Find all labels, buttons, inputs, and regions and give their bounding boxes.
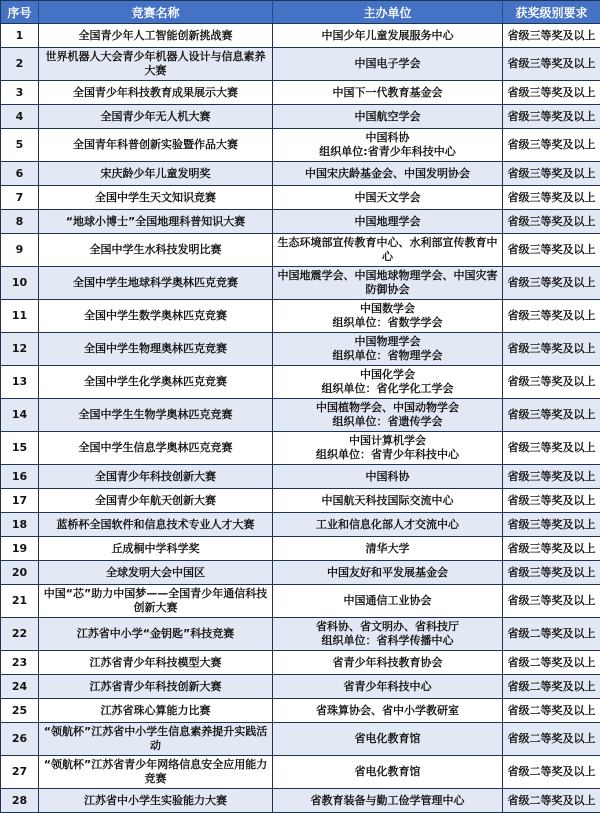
row-number-cell: 9 [1, 234, 39, 267]
competition-name-cell: 江苏省中小学“金钥匙”科技竞赛 [39, 618, 273, 651]
header-cell-organizer: 主办单位 [273, 1, 503, 24]
organizer-line: 省青少年科技中心 [276, 680, 499, 694]
row-number-cell: 24 [1, 675, 39, 699]
organizer-line: 省青少年科技教育协会 [276, 656, 499, 670]
organizer-line: 中国数学会 [276, 302, 499, 316]
organizer-line: 清华大学 [276, 542, 499, 556]
organizer-line: 中国计算机学会 [276, 434, 499, 448]
organizer-cell [273, 399, 503, 432]
competition-name-cell: 中国“芯”助力中国梦——全国青少年通信科技创新大赛 [39, 585, 273, 618]
organizer-line: 中国天文学会 [276, 191, 499, 205]
organizer-cell [273, 618, 503, 651]
organizer-line: 中国电子学会 [276, 57, 499, 71]
organizer-line: 生态环境部宣传教育中心、水利部宣传教育中心 [276, 236, 499, 264]
table-row [1, 162, 600, 186]
table-row [1, 366, 600, 399]
competition-name-cell: 江苏省青少年科技创新大赛 [39, 675, 273, 699]
award-requirement-cell: 省级三等奖及以上 [503, 489, 600, 513]
organizer-cell [273, 81, 503, 105]
table-row [1, 186, 600, 210]
organizer-line: 组织单位：省青少年科技中心 [276, 448, 499, 462]
organizer-cell [273, 756, 503, 789]
competition-name-cell: 全国中学生化学奥林匹克竞赛 [39, 366, 273, 399]
organizer-line: 中国下一代教育基金会 [276, 86, 499, 100]
organizer-cell [273, 513, 503, 537]
table-row [1, 24, 600, 48]
award-requirement-cell: 省级三等奖及以上 [503, 24, 600, 48]
table-row [1, 234, 600, 267]
award-requirement-cell: 省级三等奖及以上 [503, 537, 600, 561]
award-requirement-cell: 省级二等奖及以上 [503, 675, 600, 699]
competition-name-cell: 全国中学生水科技发明比赛 [39, 234, 273, 267]
table-row [1, 432, 600, 465]
table-row [1, 300, 600, 333]
award-requirement-cell: 省级二等奖及以上 [503, 618, 600, 651]
organizer-line: 省珠算协会、省中小学教研室 [276, 704, 499, 718]
table-row [1, 399, 600, 432]
competition-name-cell: 全国中学生数学奥林匹克竞赛 [39, 300, 273, 333]
award-requirement-cell: 省级三等奖及以上 [503, 432, 600, 465]
header-cell-index: 序号 [1, 1, 39, 24]
competition-name-cell: 世界机器人大会青少年机器人设计与信息素养大赛 [39, 48, 273, 81]
row-number-cell: 14 [1, 399, 39, 432]
row-number-cell: 20 [1, 561, 39, 585]
row-number-cell: 11 [1, 300, 39, 333]
organizer-cell [273, 48, 503, 81]
organizer-cell [273, 537, 503, 561]
row-number-cell: 12 [1, 333, 39, 366]
organizer-line: 中国地理学会 [276, 215, 499, 229]
competition-name-cell: 全国青年科普创新实验暨作品大赛 [39, 129, 273, 162]
row-number-cell: 6 [1, 162, 39, 186]
table-row [1, 210, 600, 234]
award-requirement-cell: 省级三等奖及以上 [503, 186, 600, 210]
row-number-cell: 26 [1, 723, 39, 756]
row-number-cell: 16 [1, 465, 39, 489]
organizer-cell [273, 267, 503, 300]
row-number-cell: 13 [1, 366, 39, 399]
table-row [1, 513, 600, 537]
organizer-cell [273, 333, 503, 366]
table-row [1, 489, 600, 513]
header-cell-name: 竞赛名称 [39, 1, 273, 24]
table-row [1, 129, 600, 162]
award-requirement-cell: 省级三等奖及以上 [503, 48, 600, 81]
award-requirement-cell: 省级二等奖及以上 [503, 789, 600, 813]
row-number-cell: 3 [1, 81, 39, 105]
organizer-cell [273, 561, 503, 585]
row-number-cell: 1 [1, 24, 39, 48]
organizer-line: 中国化学会 [276, 368, 499, 382]
organizer-cell [273, 366, 503, 399]
organizer-line: 中国宋庆龄基金会、中国发明协会 [276, 167, 499, 181]
award-requirement-cell: 省级三等奖及以上 [503, 465, 600, 489]
organizer-cell [273, 432, 503, 465]
award-requirement-cell: 省级三等奖及以上 [503, 234, 600, 267]
row-number-cell: 10 [1, 267, 39, 300]
organizer-line: 中国物理学会 [276, 335, 499, 349]
competition-name-cell: “领航杯”江苏省中小学生信息素养提升实践活动 [39, 723, 273, 756]
organizer-line: 中国少年儿童发展服务中心 [276, 29, 499, 43]
award-requirement-cell: 省级二等奖及以上 [503, 756, 600, 789]
competition-name-cell: 宋庆龄少年儿童发明奖 [39, 162, 273, 186]
organizer-line: 中国科协 [276, 470, 499, 484]
table-row [1, 465, 600, 489]
row-number-cell: 5 [1, 129, 39, 162]
award-requirement-cell: 省级三等奖及以上 [503, 366, 600, 399]
competition-name-cell: 全国中学生信息学奥林匹克竞赛 [39, 432, 273, 465]
table-body [1, 24, 600, 813]
organizer-cell [273, 723, 503, 756]
table-row [1, 81, 600, 105]
table-row [1, 675, 600, 699]
competition-name-cell: 全国中学生天文知识竞赛 [39, 186, 273, 210]
organizer-cell [273, 24, 503, 48]
award-requirement-cell: 省级三等奖及以上 [503, 333, 600, 366]
row-number-cell: 21 [1, 585, 39, 618]
row-number-cell: 2 [1, 48, 39, 81]
row-number-cell: 27 [1, 756, 39, 789]
row-number-cell: 4 [1, 105, 39, 129]
award-requirement-cell: 省级三等奖及以上 [503, 81, 600, 105]
competition-name-cell: 全国青少年航天创新大赛 [39, 489, 273, 513]
row-number-cell: 19 [1, 537, 39, 561]
table-row [1, 699, 600, 723]
table-row [1, 537, 600, 561]
organizer-cell [273, 300, 503, 333]
organizer-line: 组织单位:省青少年科技中心 [276, 145, 499, 159]
organizer-line: 中国通信工业协会 [276, 594, 499, 608]
organizer-line: 中国航天科技国际交流中心 [276, 494, 499, 508]
organizer-line: 中国科协 [276, 131, 499, 145]
award-requirement-cell: 省级二等奖及以上 [503, 699, 600, 723]
competition-name-cell: 全国青少年无人机大赛 [39, 105, 273, 129]
competition-name-cell: 全国青少年科技教育成果展示大赛 [39, 81, 273, 105]
organizer-line: 中国植物学会、中国动物学会 [276, 401, 499, 415]
organizer-line: 工业和信息化部人才交流中心 [276, 518, 499, 532]
table-header [1, 1, 600, 24]
organizer-cell [273, 489, 503, 513]
organizer-line: 组织单位：省数学学会 [276, 316, 499, 330]
table-row [1, 585, 600, 618]
organizer-line: 省电化教育馆 [276, 732, 499, 746]
organizer-line: 中国航空学会 [276, 110, 499, 124]
row-number-cell: 25 [1, 699, 39, 723]
row-number-cell: 22 [1, 618, 39, 651]
award-requirement-cell: 省级二等奖及以上 [503, 651, 600, 675]
competition-name-cell: “领航杯”江苏省青少年网络信息安全应用能力竞赛 [39, 756, 273, 789]
row-number-cell: 17 [1, 489, 39, 513]
table-row [1, 618, 600, 651]
table-row [1, 789, 600, 813]
organizer-line: 组织单位：省物理学会 [276, 349, 499, 363]
organizer-cell [273, 585, 503, 618]
organizer-line: 省电化教育馆 [276, 765, 499, 779]
award-requirement-cell: 省级三等奖及以上 [503, 129, 600, 162]
award-requirement-cell: 省级三等奖及以上 [503, 300, 600, 333]
organizer-cell [273, 162, 503, 186]
row-number-cell: 18 [1, 513, 39, 537]
organizer-cell [273, 465, 503, 489]
organizer-cell [273, 789, 503, 813]
award-requirement-cell: 省级三等奖及以上 [503, 585, 600, 618]
competition-name-cell: 全国中学生地球科学奥林匹克竞赛 [39, 267, 273, 300]
award-requirement-cell: 省级三等奖及以上 [503, 105, 600, 129]
organizer-line: 中国友好和平发展基金会 [276, 566, 499, 580]
table-row [1, 333, 600, 366]
organizer-cell [273, 234, 503, 267]
table-row [1, 756, 600, 789]
competition-name-cell: “地球小博士”全国地理科普知识大赛 [39, 210, 273, 234]
competition-name-cell: 全国中学生物理奥林匹克竞赛 [39, 333, 273, 366]
award-requirement-cell: 省级三等奖及以上 [503, 267, 600, 300]
organizer-cell [273, 675, 503, 699]
award-requirement-cell: 省级二等奖及以上 [503, 723, 600, 756]
row-number-cell: 8 [1, 210, 39, 234]
table-row [1, 105, 600, 129]
organizer-cell [273, 129, 503, 162]
table-row [1, 723, 600, 756]
organizer-cell [273, 699, 503, 723]
organizer-line: 组织单位：省科学传播中心 [276, 634, 499, 648]
organizer-cell [273, 210, 503, 234]
award-requirement-cell: 省级三等奖及以上 [503, 399, 600, 432]
competition-name-cell: 全国中学生生物学奥林匹克竞赛 [39, 399, 273, 432]
competition-name-cell: 江苏省青少年科技模型大赛 [39, 651, 273, 675]
organizer-line: 中国地震学会、中国地球物理学会、中国灾害防御协会 [276, 269, 499, 297]
competition-name-cell: 全球发明大会中国区 [39, 561, 273, 585]
table-row [1, 267, 600, 300]
competition-name-cell: 全国青少年人工智能创新挑战赛 [39, 24, 273, 48]
organizer-line: 组织单位：省遗传学会 [276, 415, 499, 429]
row-number-cell: 7 [1, 186, 39, 210]
organizer-cell [273, 105, 503, 129]
header-cell-requirement: 获奖级别要求 [503, 1, 600, 24]
organizer-cell [273, 186, 503, 210]
row-number-cell: 23 [1, 651, 39, 675]
table-row [1, 48, 600, 81]
row-number-cell: 28 [1, 789, 39, 813]
award-requirement-cell: 省级三等奖及以上 [503, 162, 600, 186]
competition-name-cell: 全国青少年科技创新大赛 [39, 465, 273, 489]
table-header-row [1, 1, 600, 24]
competition-name-cell: 丘成桐中学科学奖 [39, 537, 273, 561]
row-number-cell: 15 [1, 432, 39, 465]
organizer-line: 组织单位：省化学化工学会 [276, 382, 499, 396]
competition-name-cell: 蓝桥杯全国软件和信息技术专业人才大赛 [39, 513, 273, 537]
table-row [1, 561, 600, 585]
organizer-line: 省科协、省文明办、省科技厅 [276, 620, 499, 634]
competition-name-cell: 江苏省珠心算能力比赛 [39, 699, 273, 723]
organizer-line: 省教育装备与勤工俭学管理中心 [276, 794, 499, 808]
award-requirement-cell: 省级三等奖及以上 [503, 210, 600, 234]
award-requirement-cell: 省级三等奖及以上 [503, 513, 600, 537]
competition-name-cell: 江苏省中小学生实验能力大赛 [39, 789, 273, 813]
award-requirement-cell: 省级三等奖及以上 [503, 561, 600, 585]
